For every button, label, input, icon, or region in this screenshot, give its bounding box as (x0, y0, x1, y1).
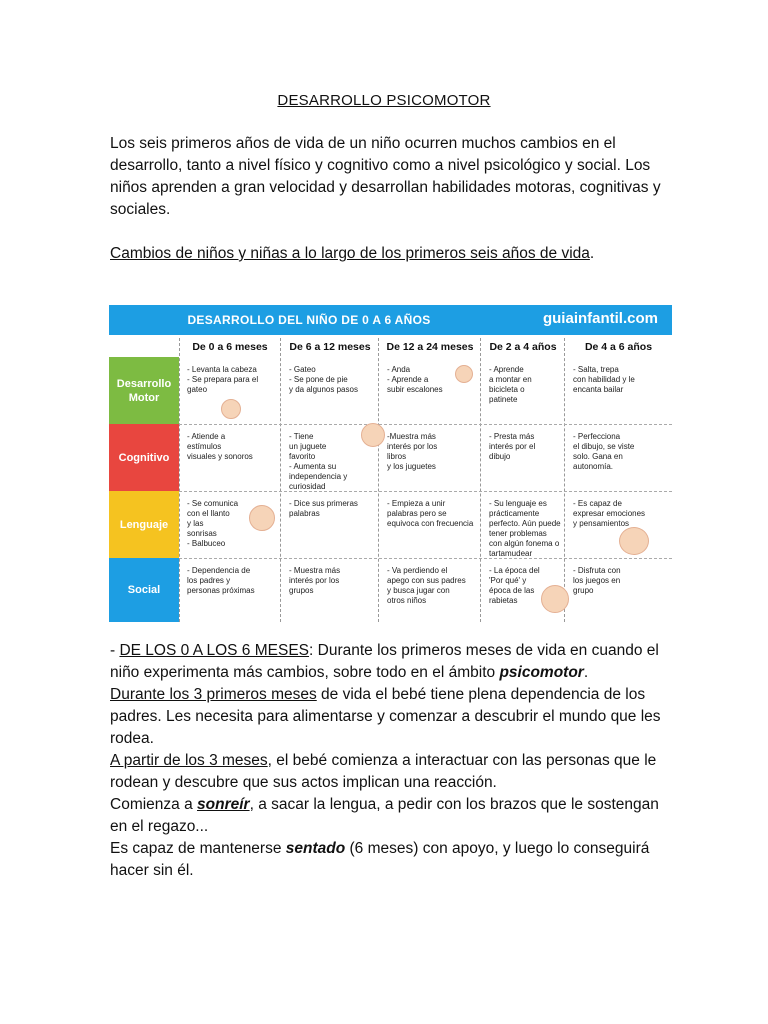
cell-text: - La época del 'Por qué' y época de las rabietas (489, 566, 540, 605)
column-divider (564, 338, 565, 622)
cell-text: - Perfecciona el dibujo, se viste solo. Gana en autonomía. (573, 432, 635, 471)
cell-text: - Presta más interés por el dibujo (489, 432, 536, 461)
cell-text: - Gateo - Se pone de pie y da algunos pasos (289, 365, 358, 394)
girl-face-icon (619, 527, 649, 555)
column-header: De 6 a 12 meses (289, 341, 371, 353)
p1-text: : Durante los primeros meses de vida en cuando el niño experimenta más cambios, sobre todo en el ámbito (110, 642, 659, 681)
row-divider (179, 558, 672, 559)
p4-text-b: , a sacar la lengua, a pedir con los brazos que le sostengan en el regazo... (110, 796, 659, 835)
baby-sitting-icon (361, 423, 385, 447)
p5-text-b: (6 meses) con apoyo, y luego lo conseguirá hacer sin él. (110, 840, 650, 879)
p2-heading: Durante los 3 primeros meses (110, 686, 317, 703)
cell-text: - Empieza a unir palabras pero se equivoca con frecuencia (387, 499, 474, 528)
toddler-walking-icon (455, 365, 473, 383)
baby-crawling-icon (221, 399, 241, 419)
page-title: DESARROLLO PSICOMOTOR (277, 92, 491, 109)
p3-text: , el bebé comienza a interactuar con las personas que le rodean y descubre que sus actos implican una reacción. (110, 752, 657, 791)
cell-text: - Va perdiendo el apego con sus padres y busca jugar con otros niños (387, 566, 466, 605)
cell-text: - Disfruta con los juegos en grupo (573, 566, 621, 595)
row-label: Desarrollo Motor (109, 357, 179, 424)
brand-logo: guiainfantil.com (542, 310, 658, 327)
cell-text: -Muestra más interés por los libros y los juguetes (387, 432, 438, 471)
row-label: Cognitivo (109, 424, 179, 491)
cell-text: - Dice sus primeras palabras (289, 499, 358, 518)
cell-text: - Dependencia de los padres y personas próximas (187, 566, 255, 595)
column-divider (378, 338, 379, 622)
baby-crying-icon (249, 505, 275, 531)
cell-text: - Se comunica con el llanto y las sonrisas - Balbuceo (187, 499, 239, 548)
cell-text: - Tiene un juguete favorito - Aumenta su independencia y curiosidad (289, 432, 348, 491)
p4-emphasis: sonreír (197, 796, 250, 813)
row-divider (179, 424, 672, 425)
column-divider (480, 338, 481, 622)
row-label: Lenguaje (109, 491, 179, 558)
cell-text: - Salta, trepa con habilidad y le encanta bailar (573, 365, 635, 394)
development-infographic (109, 305, 672, 622)
p1-end: . (583, 664, 589, 681)
column-header: De 4 a 6 años (584, 341, 653, 353)
cell-text: - Atiende a estímulos visuales y sonoros (187, 432, 253, 461)
p5-text-a: Es capaz de mantenerse (110, 840, 286, 857)
cell-text: - Es capaz de expresar emociones y pensamientos (573, 499, 646, 528)
column-header: De 2 a 4 años (489, 341, 557, 353)
section-dash: - (110, 642, 120, 659)
p4-text-a: Comienza a (110, 796, 198, 813)
body-text (110, 640, 670, 882)
infographic-header (109, 305, 672, 335)
p5-emphasis: sentado (285, 840, 346, 857)
subtitle-text: Cambios de niños y niñas a lo largo de los primeros seis años de vida (110, 245, 590, 262)
row-label: Social (109, 558, 179, 622)
subtitle-period: . (589, 245, 595, 262)
column-divider (280, 338, 281, 622)
cell-text: - Levanta la cabeza - Se prepara para el gateo (187, 365, 259, 394)
column-header: De 12 a 24 meses (386, 341, 474, 353)
cell-text: - Muestra más interés por los grupos (289, 566, 341, 595)
column-header: De 0 a 6 meses (192, 341, 268, 353)
p2-text: de vida el bebé tiene plena dependencia de los padres. Les necesita para alimentarse y comenzar a descubrir el mundo que les rodea. (110, 686, 661, 747)
cell-text: - Aprende a montar en bicicleta o patinete (489, 365, 532, 404)
section-subtitle (110, 243, 670, 265)
p1-emphasis: psicomotor (499, 664, 584, 681)
child-tantrum-icon (541, 585, 569, 613)
section-heading: DE LOS 0 A LOS 6 MESES (119, 642, 310, 659)
infographic-title: DESARROLLO DEL NIÑO DE 0 A 6 AÑOS (187, 313, 431, 327)
row-divider (179, 491, 672, 492)
intro-paragraph: Los seis primeros años de vida de un niño ocurren muchos cambios en el desarrollo, tanto a nivel físico y cognitivo como a nivel psicológico y social. Los niños aprenden a gran velocidad y desarrollan habilidades motoras, cognitivas y sociales. (110, 135, 661, 218)
column-divider (179, 338, 180, 622)
p3-heading: A partir de los 3 meses (110, 752, 268, 769)
cell-text: - Su lenguaje es prácticamente perfecto. Aún puede tener problemas con algún fonema o tartamudear (489, 499, 561, 558)
cell-text: - Anda - Aprende a subir escalones (387, 365, 443, 394)
